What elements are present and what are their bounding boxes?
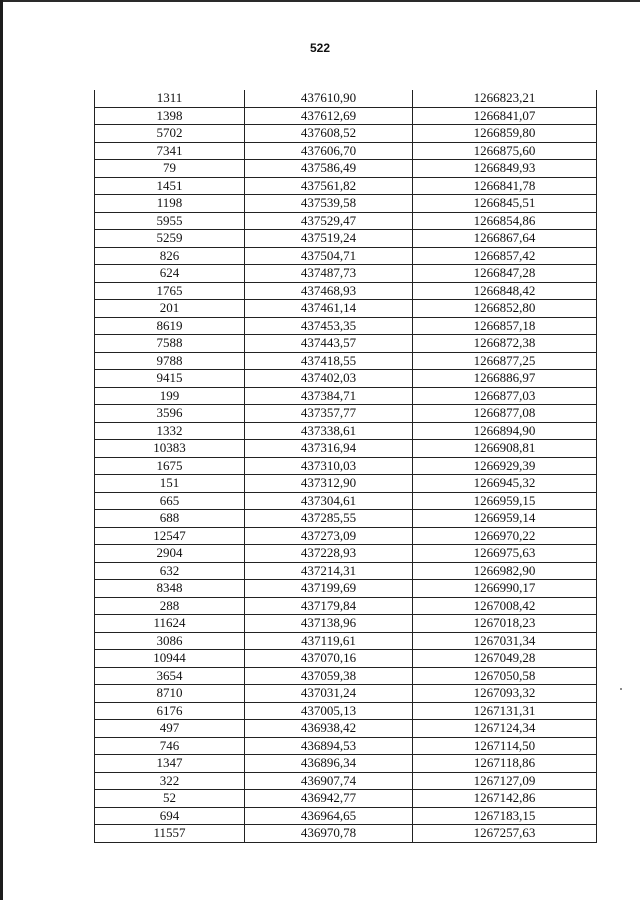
y-coordinate-cell: 1266877,08	[413, 405, 597, 423]
table-row	[95, 195, 597, 213]
table-row	[95, 475, 597, 493]
table-row	[95, 352, 597, 370]
y-coordinate-cell: 1266875,60	[413, 142, 597, 160]
y-coordinate-cell: 1266847,28	[413, 265, 597, 283]
y-coordinate-cell: 1266872,38	[413, 335, 597, 353]
y-coordinate-cell: 1266970,22	[413, 527, 597, 545]
x-coordinate-cell: 437273,09	[245, 527, 413, 545]
y-coordinate-cell: 1266990,17	[413, 580, 597, 598]
x-coordinate-cell: 436942,77	[245, 790, 413, 808]
table-row	[95, 387, 597, 405]
table-row	[95, 125, 597, 143]
table-row	[95, 597, 597, 615]
table-row	[95, 230, 597, 248]
scan-speck	[620, 688, 622, 690]
scan-edge-left	[0, 0, 3, 900]
table-row	[95, 317, 597, 335]
point-number-cell: 826	[95, 247, 245, 265]
table-row	[95, 667, 597, 685]
point-number-cell: 6176	[95, 702, 245, 720]
y-coordinate-cell: 1267031,34	[413, 632, 597, 650]
point-number-cell: 11557	[95, 825, 245, 843]
point-number-cell: 8348	[95, 580, 245, 598]
y-coordinate-cell: 1267049,28	[413, 650, 597, 668]
x-coordinate-cell: 437005,13	[245, 702, 413, 720]
table-row	[95, 160, 597, 178]
table-row	[95, 300, 597, 318]
table-row	[95, 457, 597, 475]
x-coordinate-cell: 437316,94	[245, 440, 413, 458]
point-number-cell: 632	[95, 562, 245, 580]
table-row	[95, 650, 597, 668]
point-number-cell: 5702	[95, 125, 245, 143]
point-number-cell: 3086	[95, 632, 245, 650]
x-coordinate-cell: 437312,90	[245, 475, 413, 493]
y-coordinate-cell: 1266852,80	[413, 300, 597, 318]
y-coordinate-cell: 1266841,07	[413, 107, 597, 125]
point-number-cell: 10383	[95, 440, 245, 458]
table-row	[95, 440, 597, 458]
x-coordinate-cell: 437357,77	[245, 405, 413, 423]
point-number-cell: 322	[95, 772, 245, 790]
y-coordinate-cell: 1267118,86	[413, 755, 597, 773]
point-number-cell: 1332	[95, 422, 245, 440]
point-number-cell: 5259	[95, 230, 245, 248]
point-number-cell: 7588	[95, 335, 245, 353]
table-row	[95, 142, 597, 160]
point-number-cell: 2904	[95, 545, 245, 563]
x-coordinate-cell: 437304,61	[245, 492, 413, 510]
table-row	[95, 685, 597, 703]
point-number-cell: 288	[95, 597, 245, 615]
x-coordinate-cell: 436907,74	[245, 772, 413, 790]
y-coordinate-cell: 1267142,86	[413, 790, 597, 808]
x-coordinate-cell: 437214,31	[245, 562, 413, 580]
y-coordinate-cell: 1266848,42	[413, 282, 597, 300]
point-number-cell: 151	[95, 475, 245, 493]
y-coordinate-cell: 1267124,34	[413, 720, 597, 738]
x-coordinate-cell: 437228,93	[245, 545, 413, 563]
y-coordinate-cell: 1267257,63	[413, 825, 597, 843]
point-number-cell: 8710	[95, 685, 245, 703]
x-coordinate-cell: 437418,55	[245, 352, 413, 370]
point-number-cell: 12547	[95, 527, 245, 545]
point-number-cell: 79	[95, 160, 245, 178]
scan-edge-top	[0, 0, 640, 2]
point-number-cell: 1451	[95, 177, 245, 195]
y-coordinate-cell: 1267018,23	[413, 615, 597, 633]
page-number: 522	[309, 41, 331, 55]
y-coordinate-cell: 1266894,90	[413, 422, 597, 440]
point-number-cell: 9415	[95, 370, 245, 388]
point-number-cell: 9788	[95, 352, 245, 370]
point-number-cell: 8619	[95, 317, 245, 335]
x-coordinate-cell: 437468,93	[245, 282, 413, 300]
point-number-cell: 1347	[95, 755, 245, 773]
x-coordinate-cell: 437402,03	[245, 370, 413, 388]
y-coordinate-cell: 1266945,32	[413, 475, 597, 493]
y-coordinate-cell: 1267093,32	[413, 685, 597, 703]
table-row	[95, 632, 597, 650]
table-row	[95, 370, 597, 388]
y-coordinate-cell: 1266845,51	[413, 195, 597, 213]
table-row	[95, 790, 597, 808]
x-coordinate-cell: 437384,71	[245, 387, 413, 405]
y-coordinate-cell: 1267050,58	[413, 667, 597, 685]
table-row	[95, 702, 597, 720]
x-coordinate-cell: 437606,70	[245, 142, 413, 160]
point-number-cell: 199	[95, 387, 245, 405]
x-coordinate-cell: 436894,53	[245, 737, 413, 755]
table-row	[95, 510, 597, 528]
x-coordinate-cell: 437504,71	[245, 247, 413, 265]
y-coordinate-cell: 1267008,42	[413, 597, 597, 615]
y-coordinate-cell: 1266857,42	[413, 247, 597, 265]
x-coordinate-cell: 437519,24	[245, 230, 413, 248]
table-row	[95, 580, 597, 598]
table-row	[95, 422, 597, 440]
y-coordinate-cell: 1266854,86	[413, 212, 597, 230]
point-number-cell: 694	[95, 807, 245, 825]
point-number-cell: 746	[95, 737, 245, 755]
coordinates-table-body	[95, 90, 597, 842]
y-coordinate-cell: 1266982,90	[413, 562, 597, 580]
y-coordinate-cell: 1266849,93	[413, 160, 597, 178]
table-row	[95, 212, 597, 230]
point-number-cell: 52	[95, 790, 245, 808]
table-row	[95, 737, 597, 755]
x-coordinate-cell: 436964,65	[245, 807, 413, 825]
point-number-cell: 1398	[95, 107, 245, 125]
table-row	[95, 90, 597, 107]
x-coordinate-cell: 437199,69	[245, 580, 413, 598]
y-coordinate-cell: 1266823,21	[413, 90, 597, 107]
point-number-cell: 1311	[95, 90, 245, 107]
table-row	[95, 527, 597, 545]
x-coordinate-cell: 436938,42	[245, 720, 413, 738]
point-number-cell: 665	[95, 492, 245, 510]
table-row	[95, 807, 597, 825]
table-row	[95, 562, 597, 580]
x-coordinate-cell: 437031,24	[245, 685, 413, 703]
table-row	[95, 177, 597, 195]
table-row	[95, 247, 597, 265]
y-coordinate-cell: 1266886,97	[413, 370, 597, 388]
y-coordinate-cell: 1267114,50	[413, 737, 597, 755]
point-number-cell: 1765	[95, 282, 245, 300]
y-coordinate-cell: 1266959,15	[413, 492, 597, 510]
x-coordinate-cell: 436896,34	[245, 755, 413, 773]
x-coordinate-cell: 437285,55	[245, 510, 413, 528]
y-coordinate-cell: 1266975,63	[413, 545, 597, 563]
table-row	[95, 545, 597, 563]
x-coordinate-cell: 437487,73	[245, 265, 413, 283]
x-coordinate-cell: 437539,58	[245, 195, 413, 213]
point-number-cell: 5955	[95, 212, 245, 230]
table-row	[95, 107, 597, 125]
point-number-cell: 1198	[95, 195, 245, 213]
x-coordinate-cell: 437529,47	[245, 212, 413, 230]
y-coordinate-cell: 1267127,09	[413, 772, 597, 790]
table-row	[95, 405, 597, 423]
y-coordinate-cell: 1267131,31	[413, 702, 597, 720]
y-coordinate-cell: 1266841,78	[413, 177, 597, 195]
y-coordinate-cell: 1266877,03	[413, 387, 597, 405]
point-number-cell: 688	[95, 510, 245, 528]
x-coordinate-cell: 437338,61	[245, 422, 413, 440]
table-row	[95, 282, 597, 300]
x-coordinate-cell: 437138,96	[245, 615, 413, 633]
x-coordinate-cell: 437461,14	[245, 300, 413, 318]
x-coordinate-cell: 437586,49	[245, 160, 413, 178]
y-coordinate-cell: 1266859,80	[413, 125, 597, 143]
point-number-cell: 11624	[95, 615, 245, 633]
point-number-cell: 3596	[95, 405, 245, 423]
point-number-cell: 3654	[95, 667, 245, 685]
table-row	[95, 720, 597, 738]
x-coordinate-cell: 437561,82	[245, 177, 413, 195]
table-row	[95, 755, 597, 773]
point-number-cell: 10944	[95, 650, 245, 668]
x-coordinate-cell: 437310,03	[245, 457, 413, 475]
x-coordinate-cell: 437059,38	[245, 667, 413, 685]
point-number-cell: 7341	[95, 142, 245, 160]
table-row	[95, 825, 597, 843]
x-coordinate-cell: 437119,61	[245, 632, 413, 650]
point-number-cell: 1675	[95, 457, 245, 475]
y-coordinate-cell: 1267183,15	[413, 807, 597, 825]
y-coordinate-cell: 1266867,64	[413, 230, 597, 248]
point-number-cell: 624	[95, 265, 245, 283]
x-coordinate-cell: 437612,69	[245, 107, 413, 125]
x-coordinate-cell: 437179,84	[245, 597, 413, 615]
point-number-cell: 201	[95, 300, 245, 318]
y-coordinate-cell: 1266877,25	[413, 352, 597, 370]
x-coordinate-cell: 436970,78	[245, 825, 413, 843]
table-row	[95, 265, 597, 283]
coordinates-table	[94, 90, 597, 843]
table-row	[95, 772, 597, 790]
x-coordinate-cell: 437610,90	[245, 90, 413, 107]
x-coordinate-cell: 437070,16	[245, 650, 413, 668]
x-coordinate-cell: 437443,57	[245, 335, 413, 353]
y-coordinate-cell: 1266857,18	[413, 317, 597, 335]
table-row	[95, 615, 597, 633]
table-row	[95, 492, 597, 510]
x-coordinate-cell: 437453,35	[245, 317, 413, 335]
table-row	[95, 335, 597, 353]
x-coordinate-cell: 437608,52	[245, 125, 413, 143]
point-number-cell: 497	[95, 720, 245, 738]
y-coordinate-cell: 1266929,39	[413, 457, 597, 475]
y-coordinate-cell: 1266908,81	[413, 440, 597, 458]
y-coordinate-cell: 1266959,14	[413, 510, 597, 528]
